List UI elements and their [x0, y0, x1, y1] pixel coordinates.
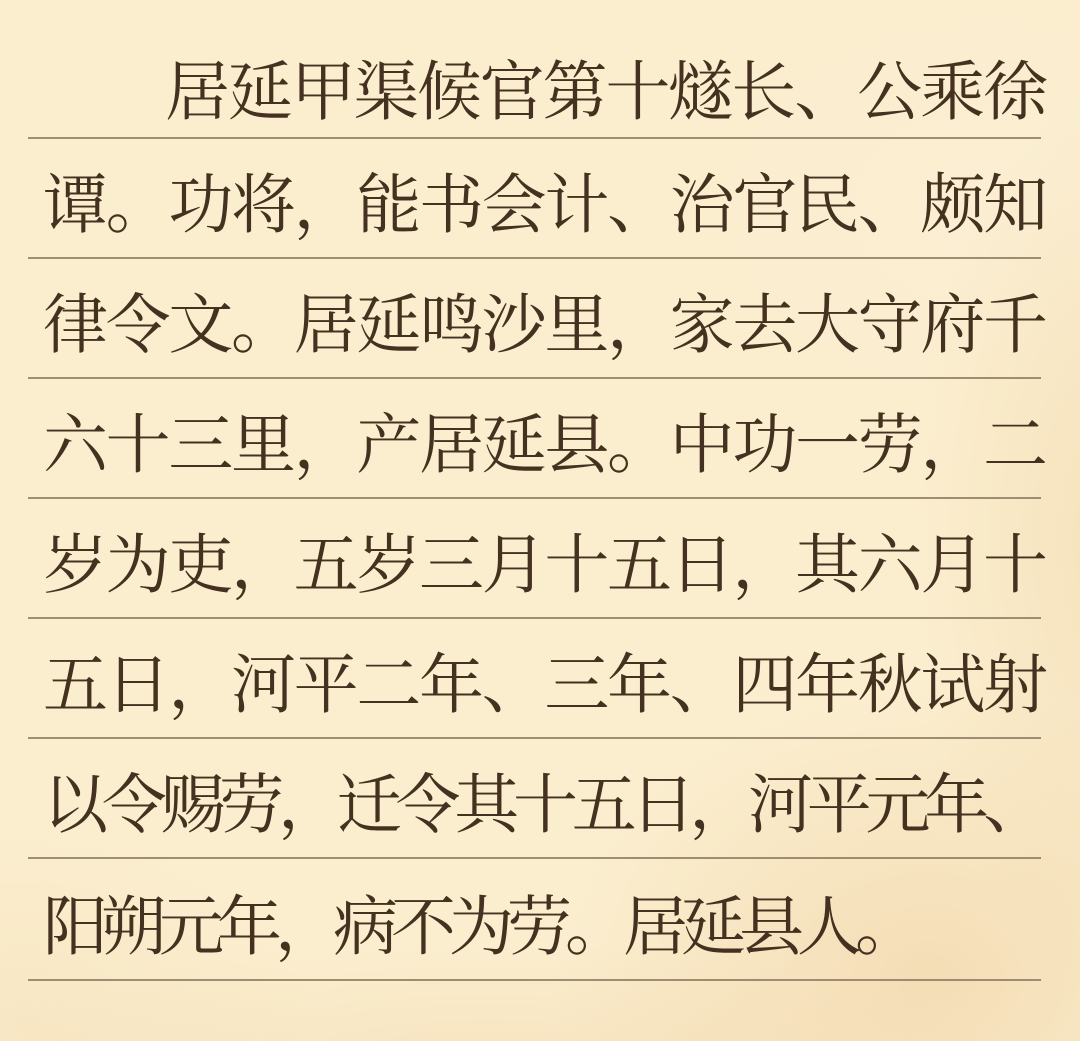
ruled-line	[28, 617, 1041, 619]
ruled-line	[28, 857, 1041, 859]
text-line-content: 五日，河平二年、三年、四年秋试射	[43, 650, 1041, 722]
ruled-line	[28, 137, 1041, 139]
text-line	[28, 619, 1041, 737]
text-line	[28, 499, 1041, 617]
ruled-line	[28, 257, 1041, 259]
text-line	[28, 259, 1041, 377]
text-line-content: 律令文。居延鸣沙里，家去大守府千	[43, 290, 1041, 362]
text-block	[28, 0, 1041, 981]
ruled-line	[28, 979, 1041, 981]
ruled-line	[28, 737, 1041, 739]
ruled-line	[28, 377, 1041, 379]
text-line-content: 以令赐劳，迁令其十五日，河平元年、	[43, 770, 1041, 842]
text-line	[28, 0, 1041, 137]
text-line	[28, 379, 1041, 497]
text-line-content: 阳朔元年，病不为劳。居延县人。	[43, 892, 914, 964]
text-line-content: 居延甲渠候官第十燧长、公乘徐	[165, 57, 1041, 129]
text-line-content: 六十三里，产居延县。中功一劳，二	[43, 410, 1041, 482]
text-line-content: 谭。功将，能书会计、治官民、颇知	[43, 170, 1041, 242]
text-line	[28, 859, 1041, 979]
text-line-content: 岁为吏，五岁三月十五日，其六月十	[43, 530, 1041, 602]
text-line	[28, 139, 1041, 257]
text-line	[28, 739, 1041, 857]
ruled-line	[28, 497, 1041, 499]
